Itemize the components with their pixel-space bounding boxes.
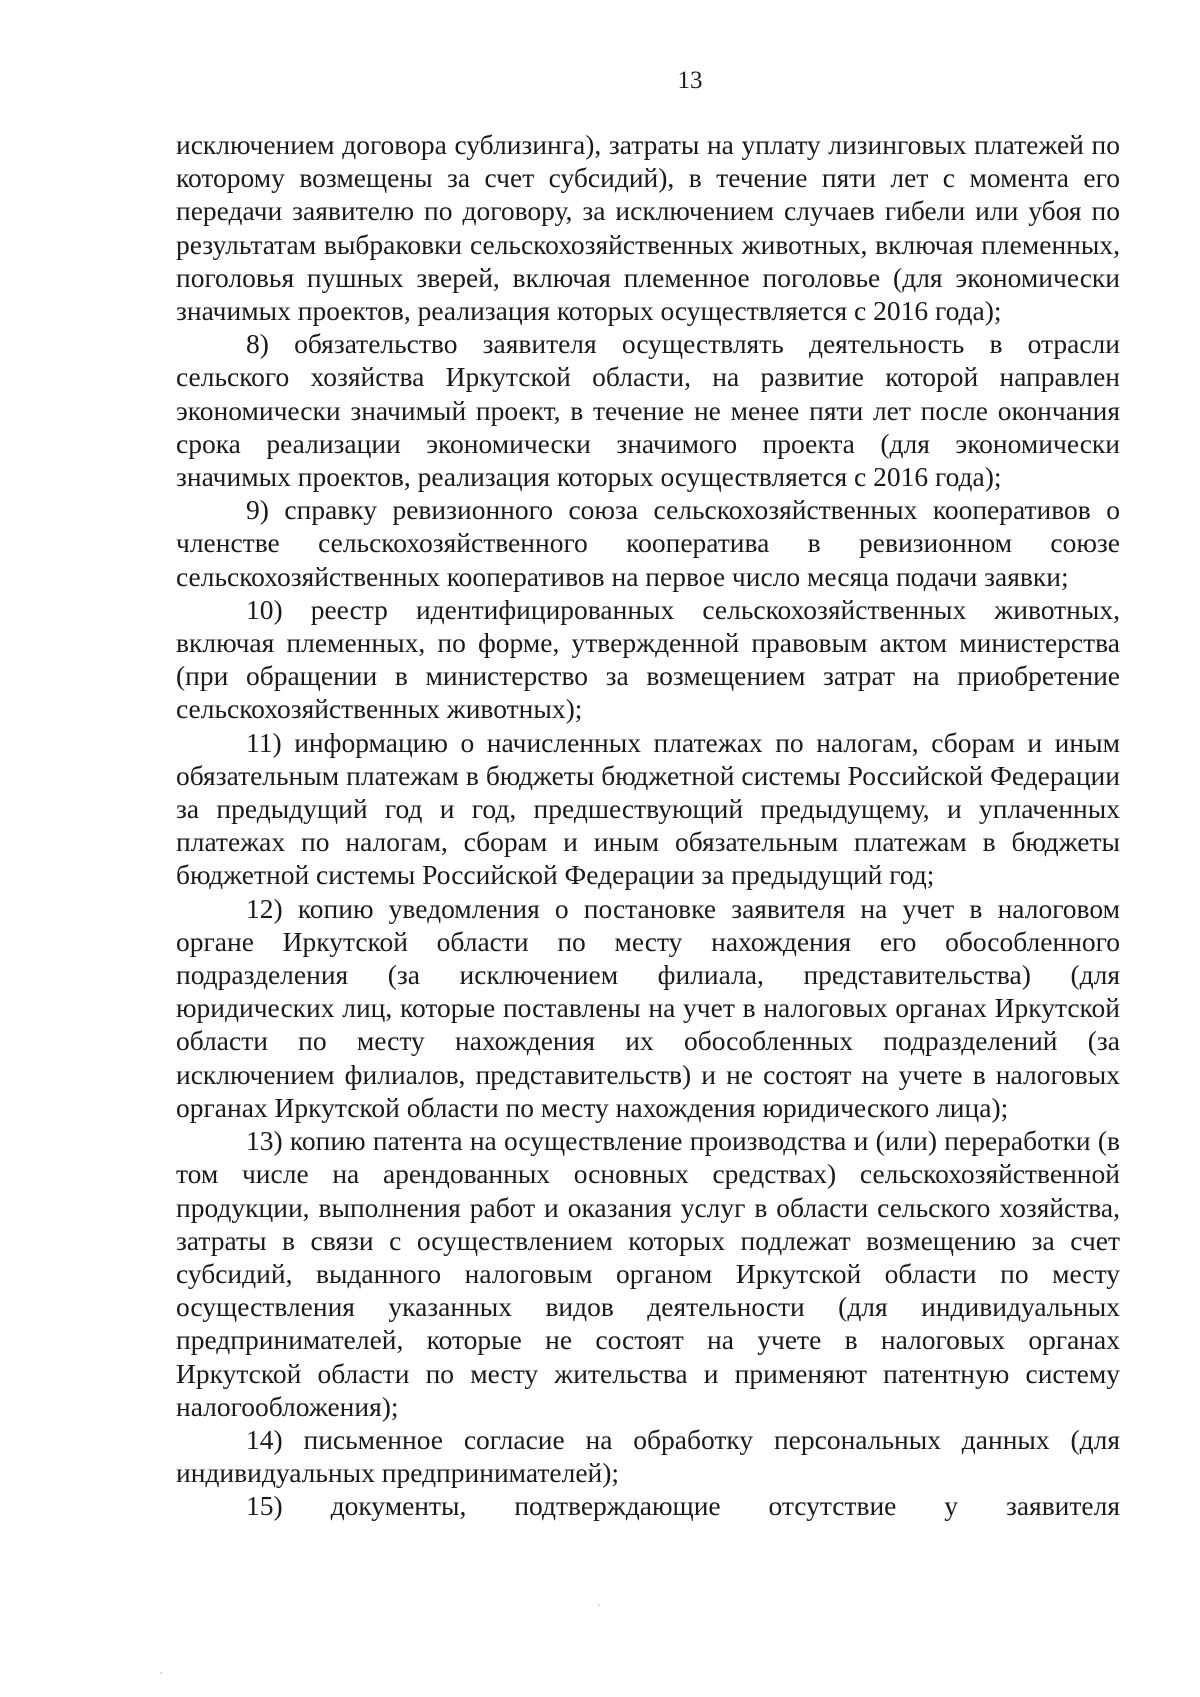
- list-item-8: 8) обязательство заявителя осуществлять деятельность в отрасли сельского хозяйства Иркутской области, на развитие которой направлен экономически значимый проект, в течение не менее пяти лет после окончания срока реализации экономически значимого проекта (для экономически значимых проектов, реализация которых осуществляется с 2016 года);: [176, 328, 1120, 493]
- list-item-15: 15) документы, подтверждающие отсутствие у заявителя: [246, 1490, 1120, 1522]
- page-number: 13: [677, 67, 703, 94]
- list-item-14: 14) письменное согласие на обработку персональных данных (для индивидуальных предпринимателей);: [176, 1423, 1120, 1489]
- list-item-9: 9) справку ревизионного союза сельскохозяйственных кооперативов о членстве сельскохозяйственного кооператива в ревизионном союзе сельскохозяйственных кооперативов на первое число месяца подачи заявки;: [176, 494, 1120, 592]
- list-item-12: 12) копию уведомления о постановке заявителя на учет в налоговом органе Иркутской области по месту нахождения его обособленного подразделения (за исключением филиала, представительства) (для юридических лиц, которые поставлены на учет в налоговых органах Иркутской области по месту нахождения их обособленных подразделений (за исключением филиалов, представительств) и не состоят на учете в налоговых органах Иркутской области по месту нахождения юридического лица);: [176, 892, 1120, 1123]
- list-item-11: 11) информацию о начисленных платежах по налогам, сборам и иным обязательным платежам в бюджеты бюджетной системы Российской Федерации за предыдущий год и год, предшествующий предыдущему, и уплаченных платежах по налогам, сборам и иным обязательным платежам в бюджеты бюджетной системы Российской Федерации за предыдущий год;: [176, 726, 1120, 891]
- list-item-10: 10) реестр идентифицированных сельскохозяйственных животных, включая племенных, по форме, утвержденной правовым актом министерства (при обращении в министерство за возмещением затрат на приобретение сельскохозяйственных животных);: [176, 593, 1120, 725]
- list-item-13: 13) копию патента на осуществление производства и (или) переработки (в том числе на арендованных основных средствах) сельскохозяйственной продукции, выполнения работ и оказания услуг в области сельского хозяйства, затраты в связи с осуществлением которых подлежат возмещению за счет субсидий, выданного налоговым органом Иркутской области по месту осуществления указанных видов деятельности (для индивидуальных предпринимателей, которые не состоят на учете в налоговых органах Иркутской области по месту жительства и применяют патентную систему налогообложения);: [176, 1125, 1120, 1422]
- scan-speck: [598, 1604, 600, 1606]
- scan-speck: [160, 1672, 162, 1674]
- document-body: [176, 128, 1120, 1523]
- continuation-paragraph: исключением договора сублизинга), затраты на уплату лизинговых платежей по которому возмещены за счет субсидий), в течение пяти лет с момента его передачи заявителю по договору, за исключением случаев гибели или убоя по результатам выбраковки сельскохозяйственных животных, включая племенных, поголовья пушных зверей, включая племенное поголовье (для экономически значимых проектов, реализация которых осуществляется с 2016 года);: [176, 129, 1120, 327]
